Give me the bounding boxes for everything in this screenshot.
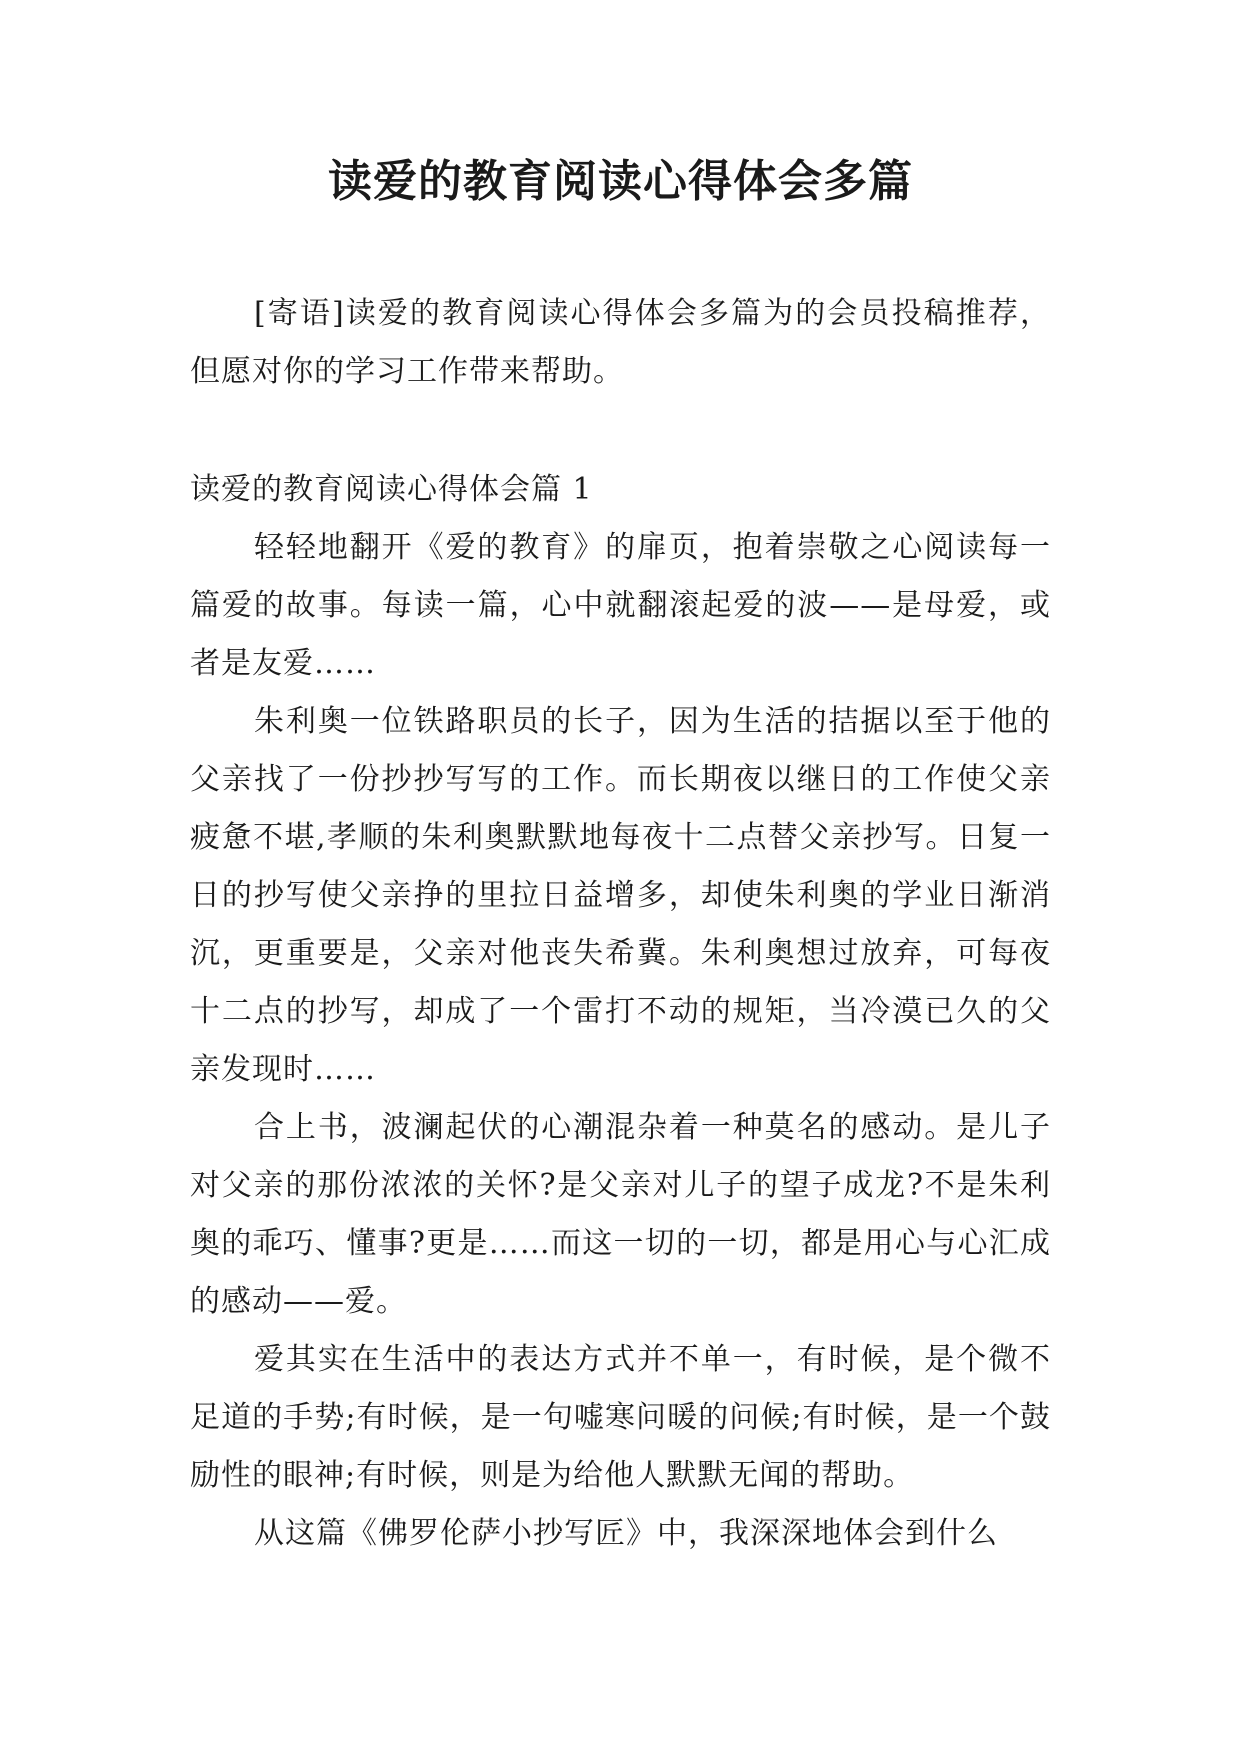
- body-paragraph: 朱利奥一位铁路职员的长子，因为生活的拮据以至于他的父亲找了一份抄抄写写的工作。而长期夜以继日的工作使父亲疲惫不堪,孝顺的朱利奥默默地每夜十二点替父亲抄写。日复一日的抄写使父亲挣的里拉日益增多，却使朱利奥的学业日渐消沉，更重要是，父亲对他丧失希冀。朱利奥想过放弃，可每夜十二点的抄写，却成了一个雷打不动的规矩，当冷漠已久的父亲发现时……: [190, 704, 1051, 1087]
- body-paragraph: 爱其实在生活中的表达方式并不单一，有时候，是个微不足道的手势;有时候，是一句嘘寒问暖的问候;有时候，是一个鼓励性的眼神;有时候，则是为给他人默默无闻的帮助。: [190, 1342, 1051, 1493]
- body-paragraph: 轻轻地翻开《爱的教育》的扉页，抱着崇敬之心阅读每一篇爱的故事。每读一篇，心中就翻滚起爱的波——是母爱，或者是友爱……: [190, 530, 1051, 681]
- body-paragraph: 合上书，波澜起伏的心潮混杂着一种莫名的感动。是儿子对父亲的那份浓浓的关怀?是父亲对儿子的望子成龙?不是朱利奥的乖巧、懂事?更是……而这一切的一切，都是用心与心汇成的感动——爱。: [190, 1110, 1051, 1319]
- article-body: [190, 519, 1051, 1563]
- document-title: 读爱的教育阅读心得体会多篇: [328, 156, 913, 207]
- section-heading: 读爱的教育阅读心得体会篇 1: [190, 472, 593, 507]
- intro-paragraph: [寄语]读爱的教育阅读心得体会多篇为的会员投稿推荐，但愿对你的学习工作带来帮助。: [190, 296, 1051, 389]
- body-paragraph: 从这篇《佛罗伦萨小抄写匠》中，我深深地体会到什么: [254, 1516, 998, 1551]
